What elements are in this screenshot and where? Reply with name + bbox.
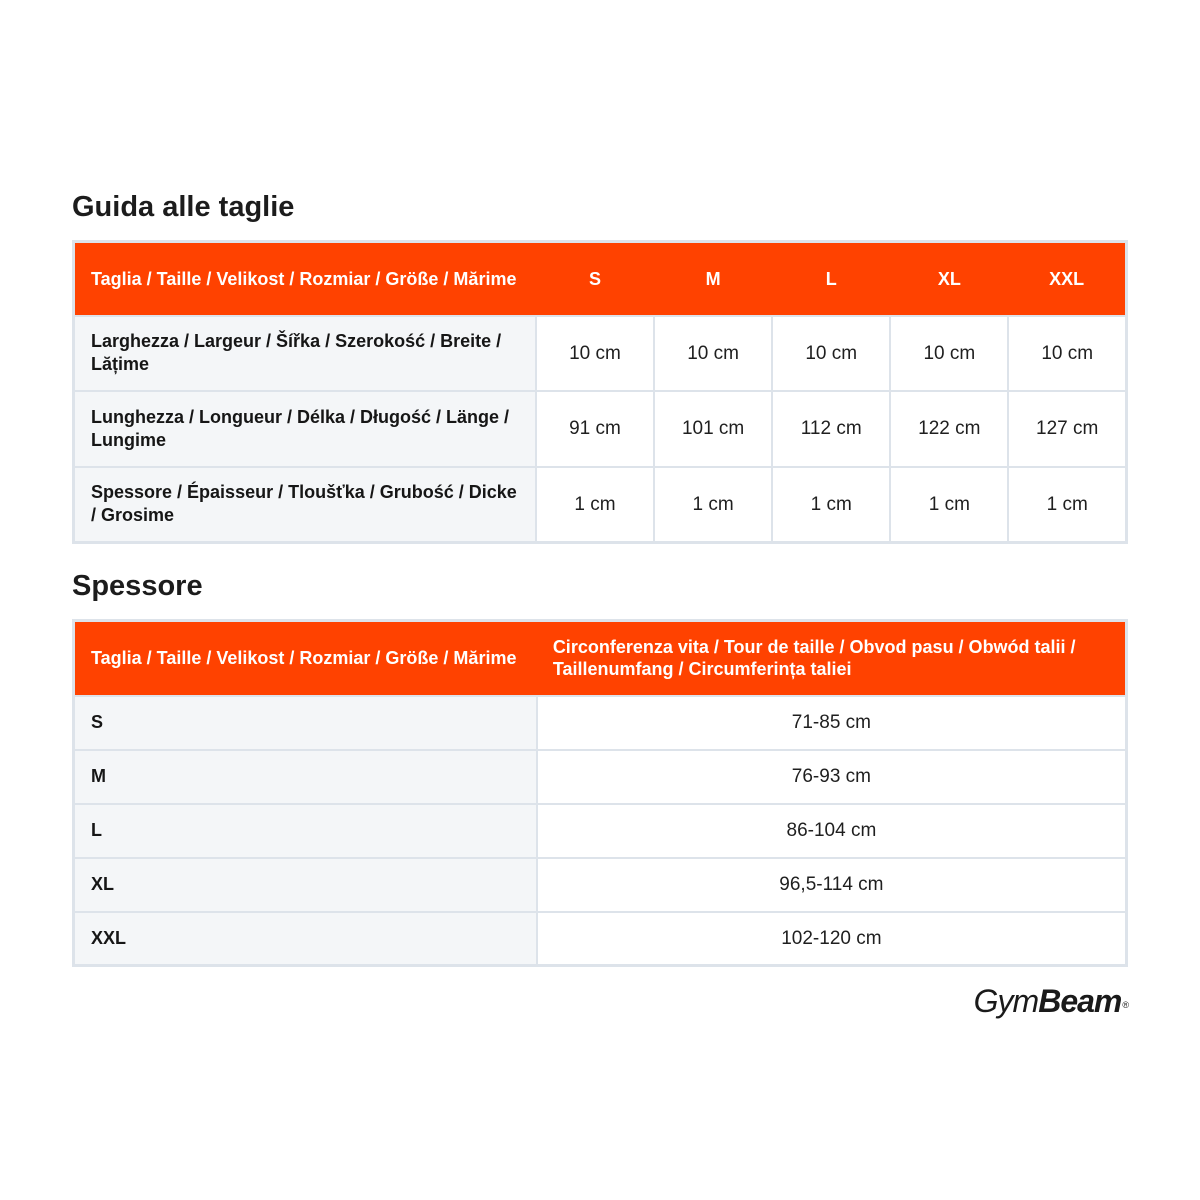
table-cell: 10 cm xyxy=(536,316,654,391)
row-label-length: Lunghezza / Longueur / Délka / Długość / Länge / Lungime xyxy=(74,391,536,467)
table-cell: 101 cm xyxy=(654,391,772,467)
table-row xyxy=(74,696,1127,750)
table-cell: 1 cm xyxy=(1008,467,1126,543)
size-guide-table xyxy=(72,240,1128,544)
table-cell: 1 cm xyxy=(536,467,654,543)
size-header-xl: XL xyxy=(890,242,1008,316)
size-guide-header-row xyxy=(74,242,1127,316)
table-cell: 122 cm xyxy=(890,391,1008,467)
table-cell: 1 cm xyxy=(654,467,772,543)
row-size-label: XXL xyxy=(74,912,537,966)
thickness-title: Spessore xyxy=(72,570,203,602)
row-label-thickness: Spessore / Épaisseur / Tloušťka / Grubość / Dicke / Grosime xyxy=(74,467,536,543)
table-cell: 10 cm xyxy=(890,316,1008,391)
size-header-l: L xyxy=(772,242,890,316)
table-row xyxy=(74,912,1127,966)
table-cell: 1 cm xyxy=(890,467,1008,543)
size-column-header: Taglia / Taille / Velikost / Rozmiar / Größe / Mărime xyxy=(74,242,536,316)
size-header-xxl: XXL xyxy=(1008,242,1126,316)
table-row xyxy=(74,467,1127,543)
size-column-header: Taglia / Taille / Velikost / Rozmiar / Größe / Mărime xyxy=(74,621,537,696)
table-cell: 127 cm xyxy=(1008,391,1126,467)
row-size-label: S xyxy=(74,696,537,750)
table-cell: 76-93 cm xyxy=(537,750,1127,804)
table-row xyxy=(74,316,1127,391)
table-cell: 71-85 cm xyxy=(537,696,1127,750)
size-header-s: S xyxy=(536,242,654,316)
table-cell: 91 cm xyxy=(536,391,654,467)
table-cell: 10 cm xyxy=(654,316,772,391)
logo-text-gym: Gym xyxy=(973,983,1039,1019)
waist-header-row xyxy=(74,621,1127,696)
table-cell: 10 cm xyxy=(772,316,890,391)
registered-mark: ® xyxy=(1122,1000,1128,1010)
waist-table xyxy=(72,619,1128,967)
row-label-width: Larghezza / Largeur / Šířka / Szerokość / Breite / Lățime xyxy=(74,316,536,391)
waist-column-header: Circonferenza vita / Tour de taille / Obvod pasu / Obwód talii / Taillenumfang / Circumferința taliei xyxy=(537,621,1127,696)
table-cell: 10 cm xyxy=(1008,316,1126,391)
table-cell: 96,5-114 cm xyxy=(537,858,1127,912)
size-header-m: M xyxy=(654,242,772,316)
row-size-label: M xyxy=(74,750,537,804)
logo-text-beam: Beam xyxy=(1038,983,1122,1019)
table-row xyxy=(74,391,1127,467)
size-guide-title: Guida alle taglie xyxy=(72,191,295,223)
row-size-label: XL xyxy=(74,858,537,912)
gymbeam-logo xyxy=(974,982,1128,1020)
table-row xyxy=(74,750,1127,804)
table-row xyxy=(74,804,1127,858)
table-row xyxy=(74,858,1127,912)
table-cell: 112 cm xyxy=(772,391,890,467)
row-size-label: L xyxy=(74,804,537,858)
table-cell: 102-120 cm xyxy=(537,912,1127,966)
table-cell: 1 cm xyxy=(772,467,890,543)
table-cell: 86-104 cm xyxy=(537,804,1127,858)
